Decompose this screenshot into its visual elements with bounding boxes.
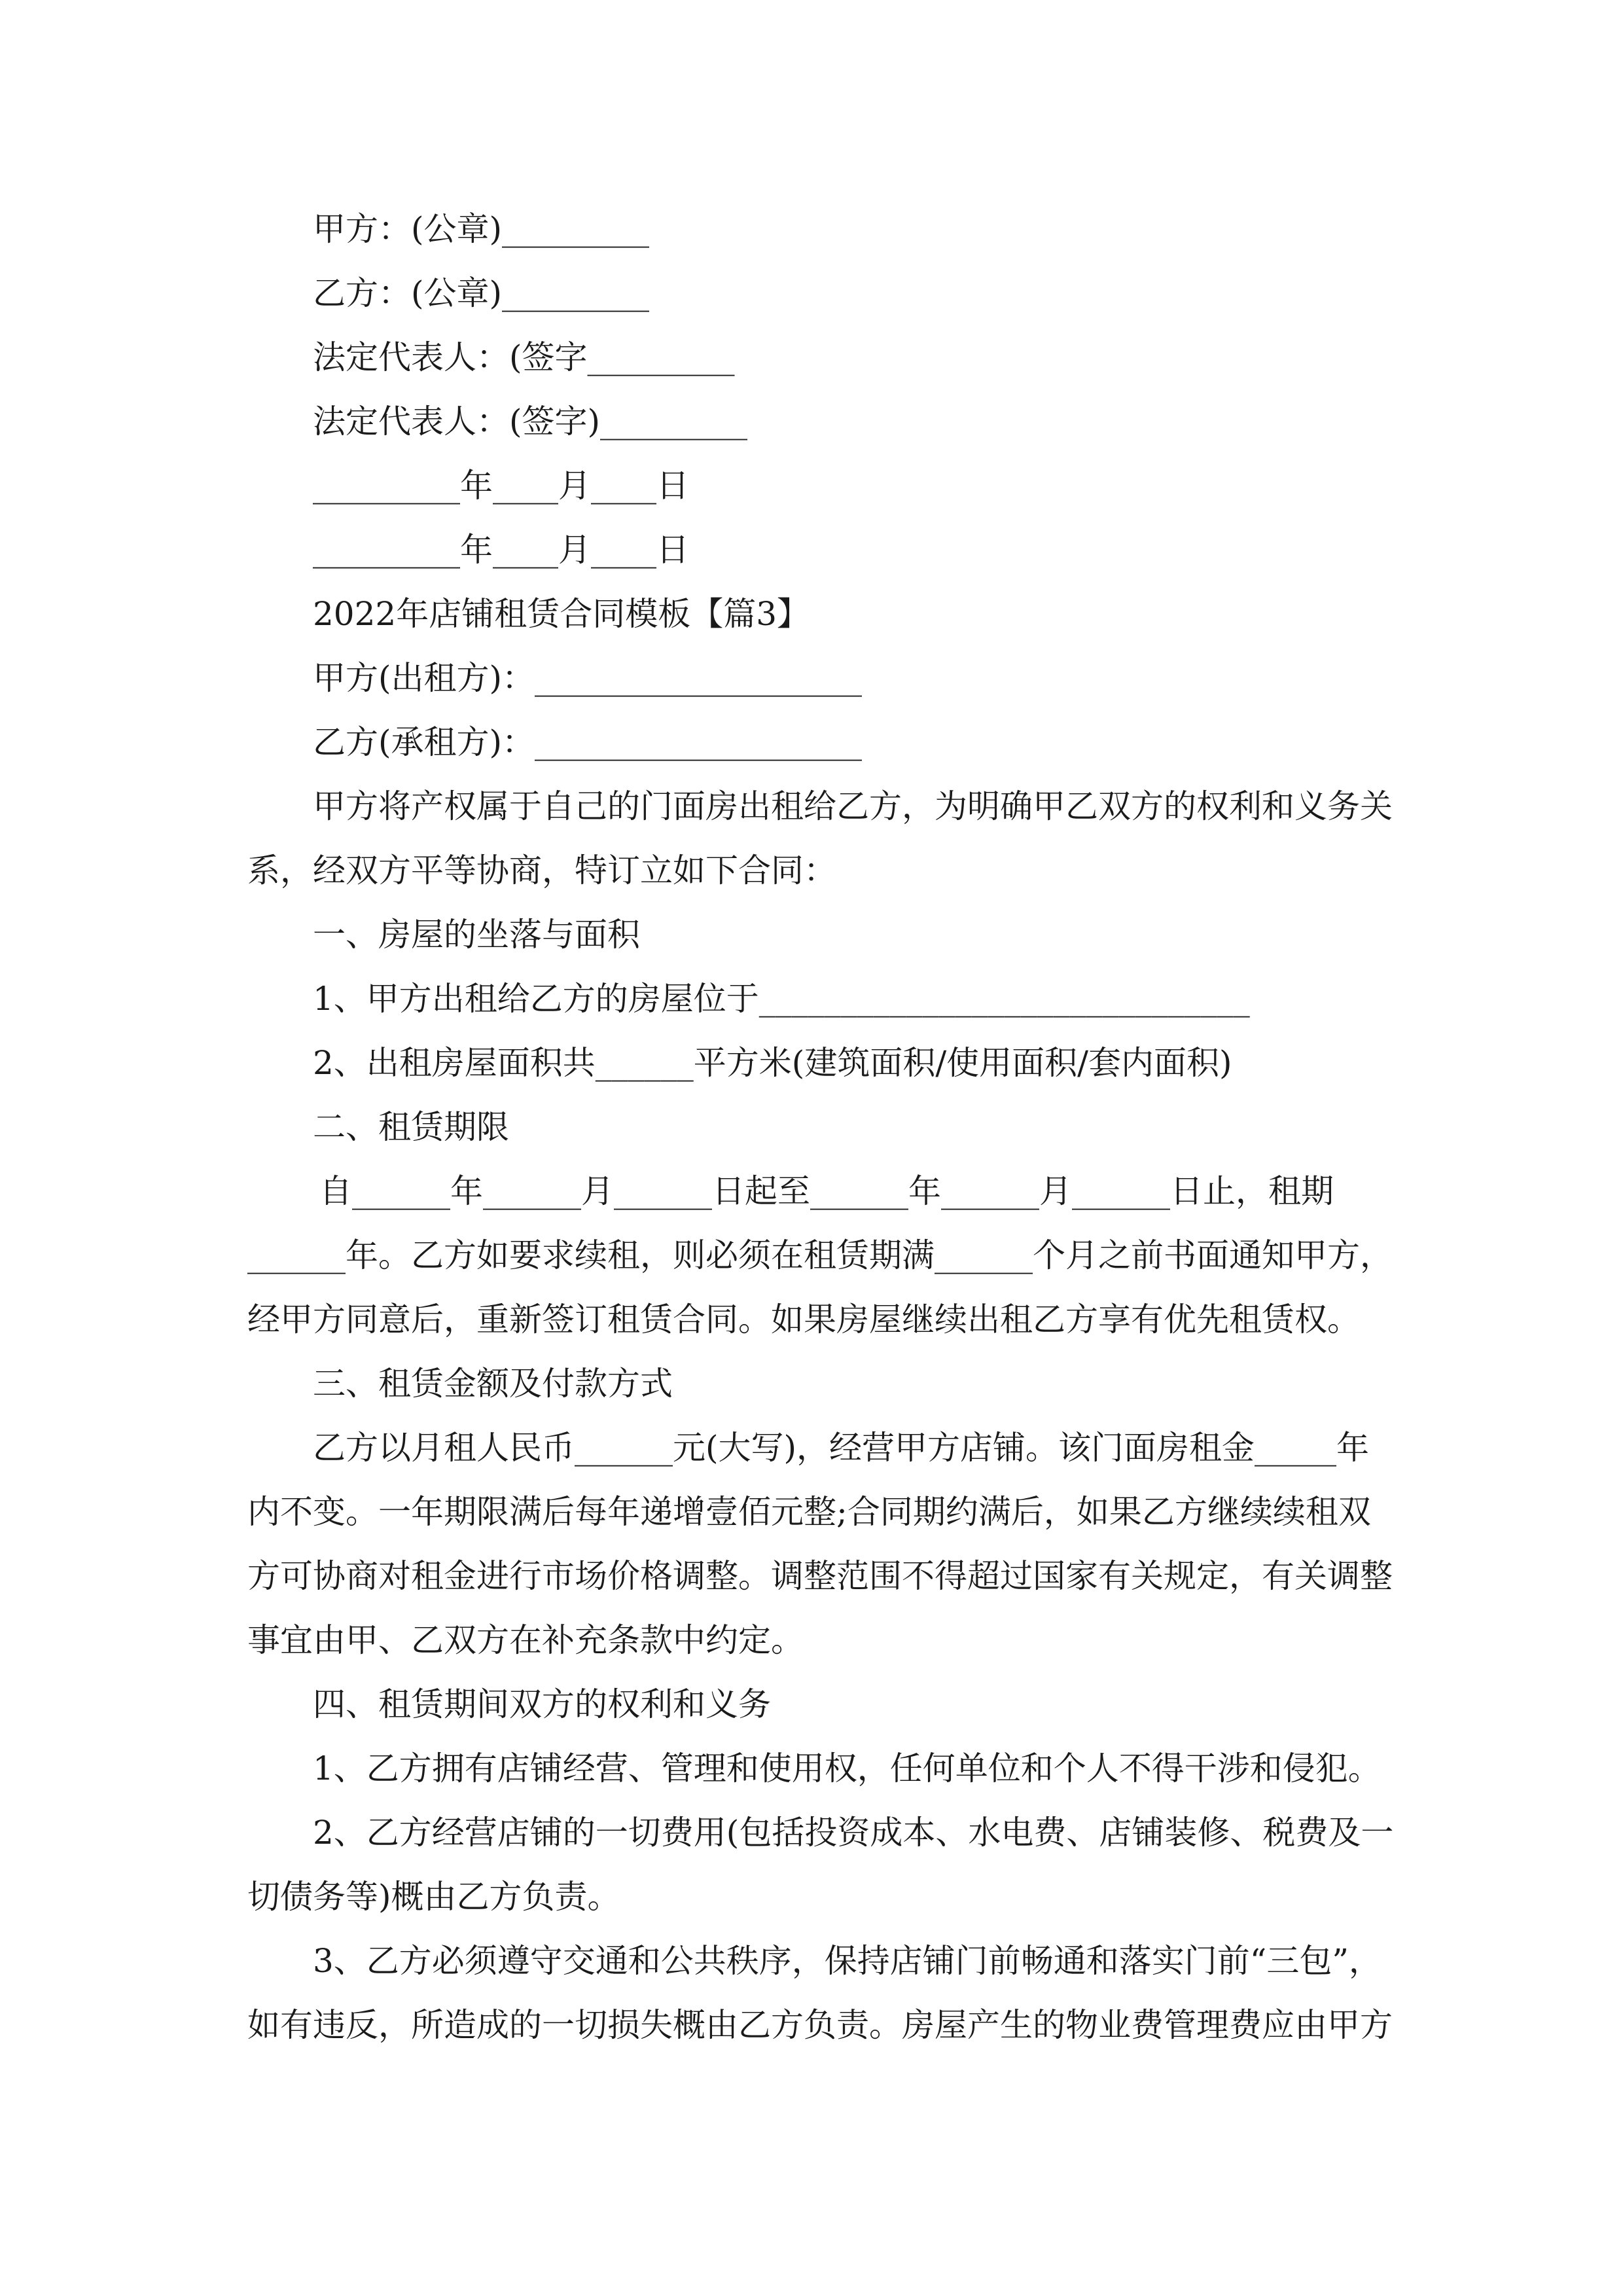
date-line-1: _________年____月____日: [313, 467, 689, 505]
lease-term-line: 自______年______月______日起至______年______月______日止，租期: [319, 1172, 1334, 1210]
obligation-clause-3: 3、乙方必须遵守交通和公共秩序，保持店铺门前畅通和落实门前“三包”，: [313, 1942, 1382, 1980]
clause-location: 1、甲方出租给乙方的房屋位于______________________________: [313, 980, 1250, 1018]
date-line-2: _________年____月____日: [313, 531, 689, 569]
party-a-seal: 甲方：(公章)_________: [313, 210, 650, 248]
legal-rep-signature-2: 法定代表人：(签字)_________: [313, 403, 748, 440]
rent-paragraph-line: 乙方以月租人民币______元(大写)，经营甲方店铺。该门面房租金_____年: [313, 1429, 1370, 1467]
rent-paragraph-line: 事宜由甲、乙双方在补充条款中约定。: [247, 1621, 804, 1659]
obligation-clause-2: 2、乙方经营店铺的一切费用(包括投资成本、水电费、店铺装修、税费及一: [313, 1814, 1394, 1852]
intro-paragraph-line: 甲方将产权属于自己的门面房出租给乙方，为明确甲乙双方的权利和义务关: [313, 787, 1393, 825]
clause-area: 2、出租房屋面积共______平方米(建筑面积/使用面积/套内面积): [313, 1044, 1232, 1082]
obligation-clause-2: 切债务等)概由乙方负责。: [247, 1878, 620, 1916]
obligation-clause-3: 如有违反，所造成的一切损失概由乙方负责。房屋产生的物业费管理费应由甲方: [247, 2006, 1393, 2044]
section-title: 2022年店铺租赁合同模板【篇3】: [313, 595, 810, 633]
legal-rep-signature-1: 法定代表人：(签字_________: [313, 338, 735, 376]
heading-rights-obligations: 四、租赁期间双方的权利和义务: [313, 1685, 771, 1723]
obligation-clause-1: 1、乙方拥有店铺经营、管理和使用权，任何单位和个人不得干涉和侵犯。: [313, 1749, 1381, 1787]
heading-location-area: 一、房屋的坐落与面积: [313, 916, 640, 954]
heading-rent-payment: 三、租赁金额及付款方式: [313, 1365, 673, 1403]
lease-term-line: 经甲方同意后，重新签订租赁合同。如果房屋继续出租乙方享有优先租赁权。: [247, 1300, 1360, 1338]
lessor-line: 甲方(出租方)：____________________: [313, 659, 863, 697]
party-b-seal: 乙方：(公章)_________: [313, 274, 650, 312]
lease-term-line: ______年。乙方如要求续租，则必须在租赁期满______个月之前书面通知甲方，: [247, 1236, 1393, 1274]
heading-lease-term: 二、租赁期限: [313, 1108, 509, 1146]
intro-paragraph-line: 系，经双方平等协商，特订立如下合同：: [247, 852, 836, 889]
rent-paragraph-line: 方可协商对租金进行市场价格调整。调整范围不得超过国家有关规定，有关调整: [247, 1557, 1393, 1595]
rent-paragraph-line: 内不变。一年期限满后每年递增壹佰元整;合同期约满后，如果乙方继续续租双: [247, 1493, 1371, 1531]
lessee-line: 乙方(承租方)：____________________: [313, 723, 863, 761]
